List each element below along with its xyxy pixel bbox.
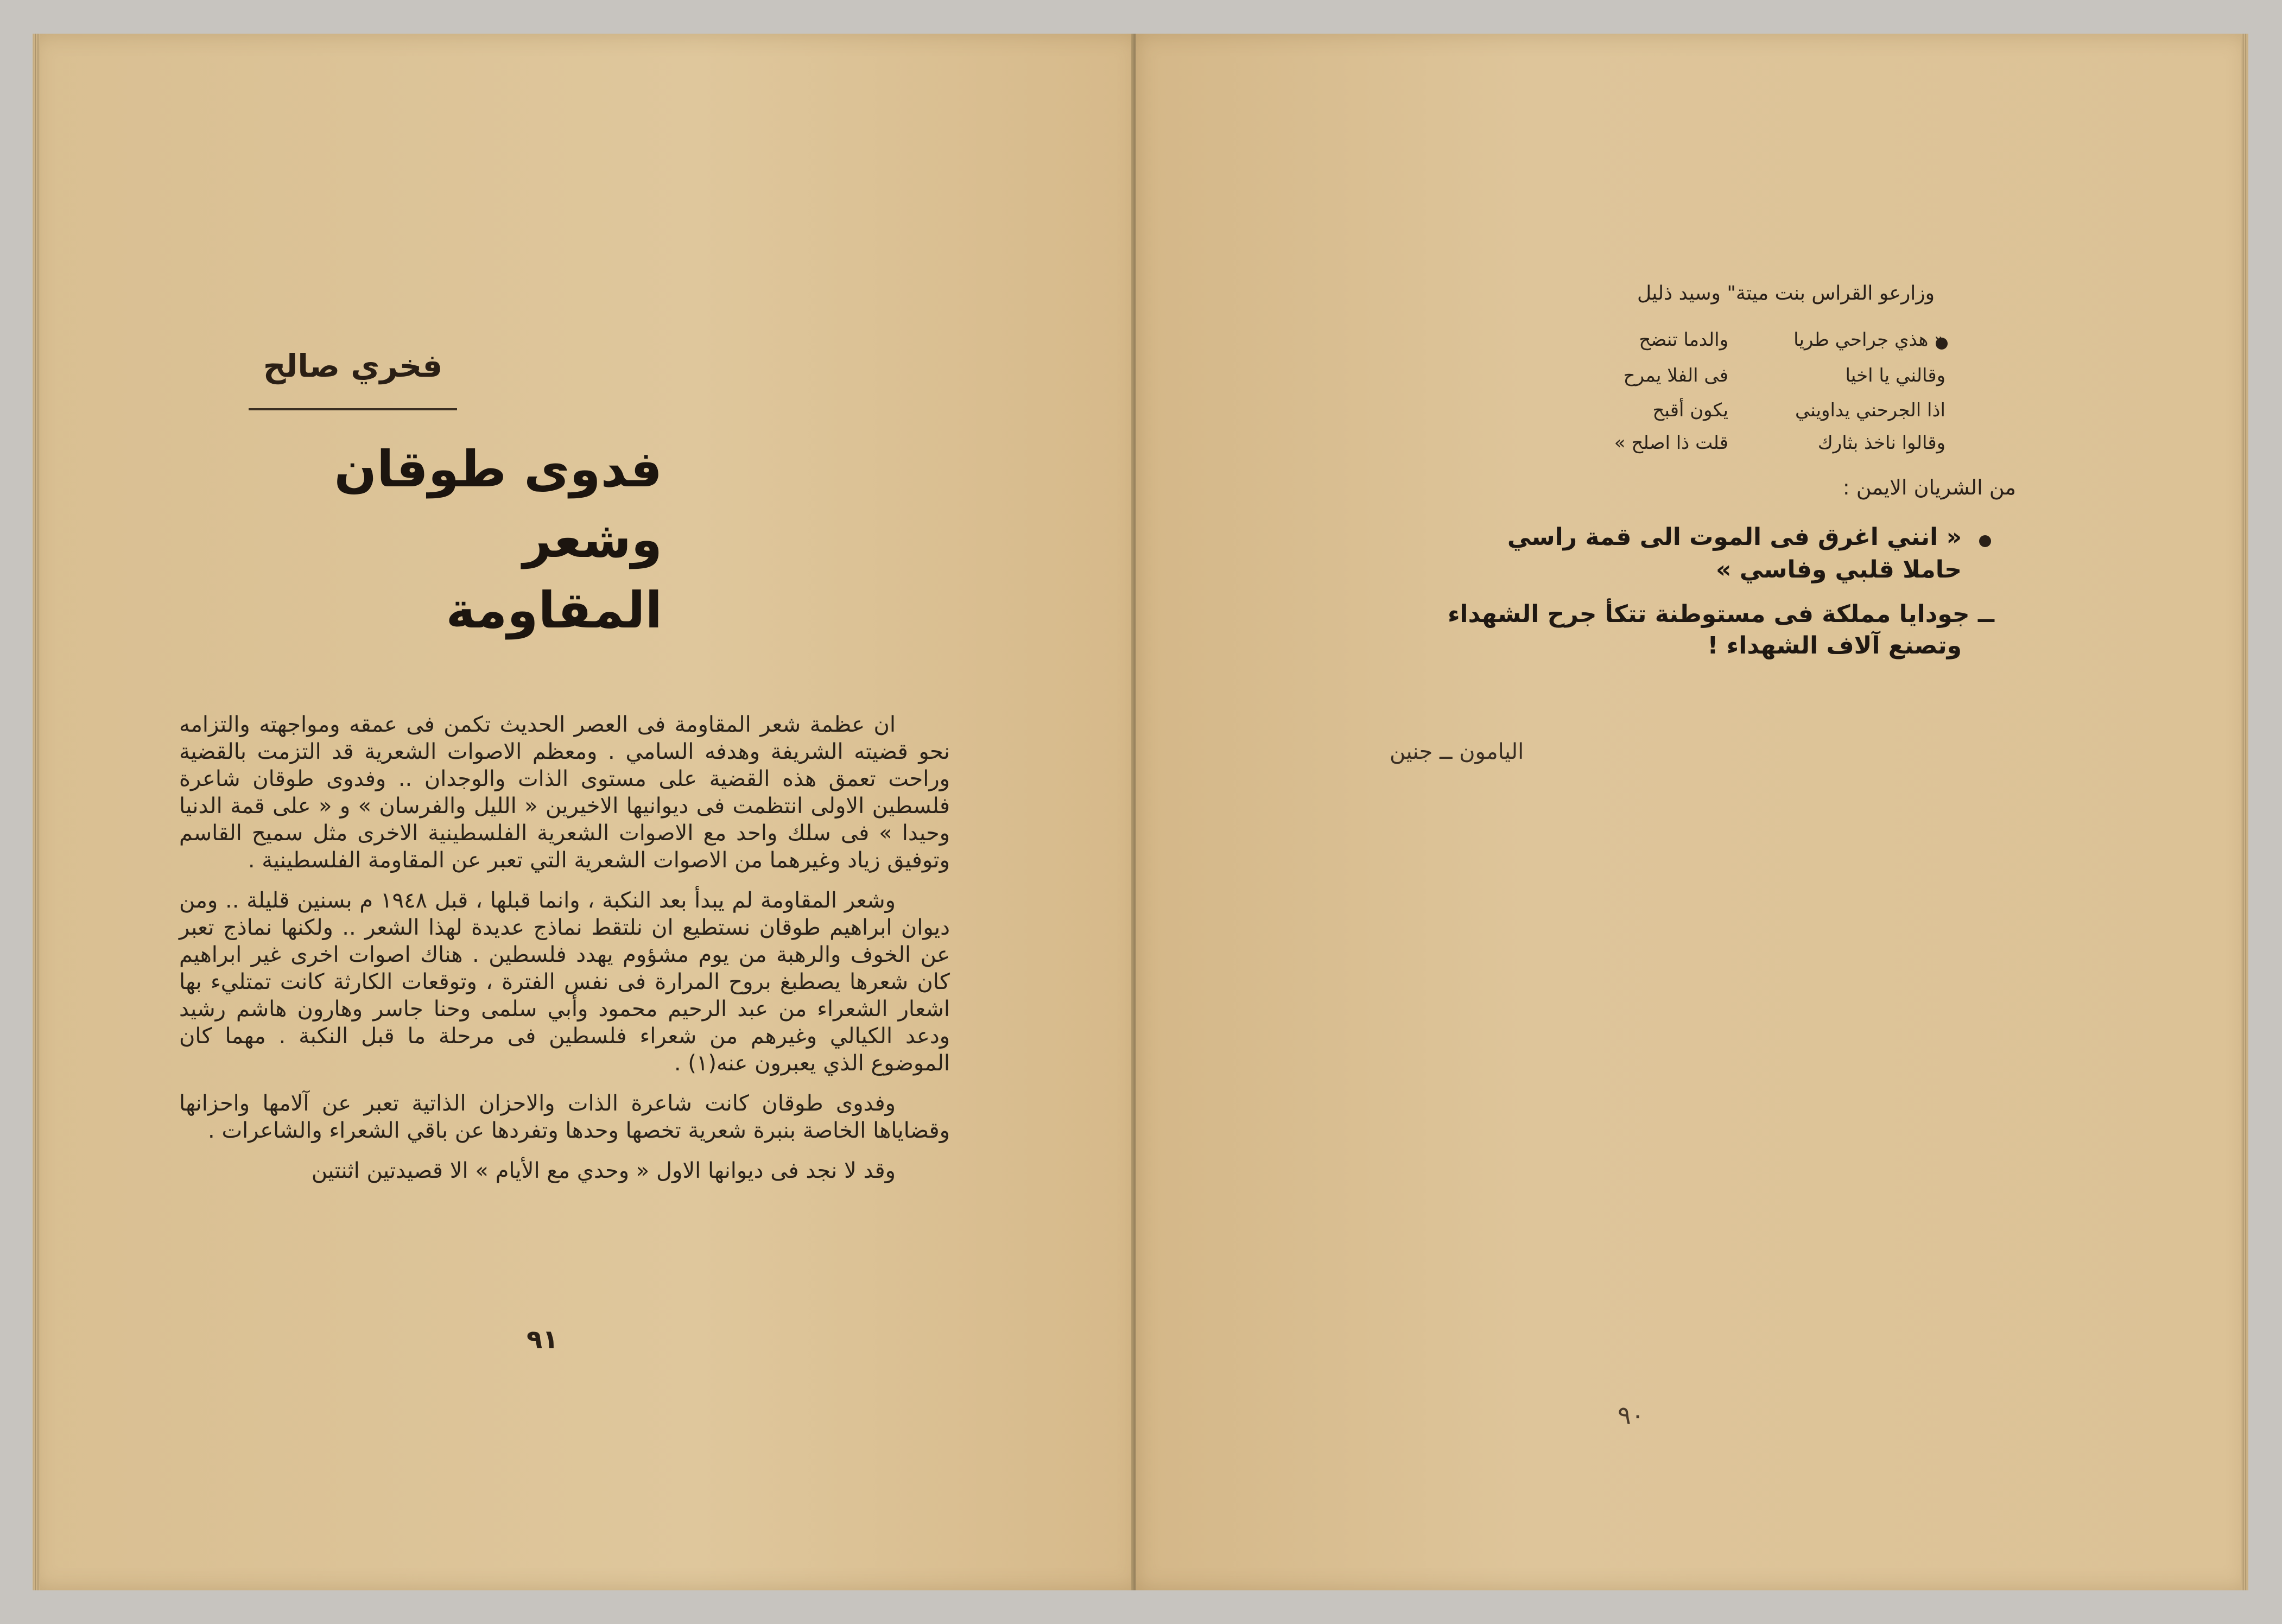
poem-row-4 (1565, 432, 1945, 465)
poem-hemistich: فى الفلا يمرح (1623, 365, 1728, 386)
left-page-edge (33, 34, 40, 1590)
right-page (1136, 34, 2248, 1590)
page-number-left: ٩١ (527, 1324, 559, 1355)
verse-line-2: حاملا قلبي وفاسي » (1716, 556, 1962, 583)
author-underline (249, 408, 457, 410)
poem-hemistich: يكون أقبح (1652, 399, 1728, 421)
page-number-right: ٩٠ (1618, 1400, 1645, 1430)
place-signature: اليامون ــ جنين (1390, 739, 1524, 764)
dash-line-1: ــ جودايا مملكة فى مستوطنة تتكأ جرح الشهداء (1447, 600, 1994, 628)
verse-line-1: « انني اغرق فى الموت الى قمة راسي (1507, 523, 1962, 551)
title-line-1: فدوى طوقان وشعر (334, 440, 662, 569)
verse-bullet (1979, 535, 1991, 547)
article-body (179, 711, 950, 1197)
poem-row-2 (1565, 365, 1945, 397)
poem-hemistich: قلت ذا اصلح » (1614, 432, 1728, 454)
poem-hemistich: « هذي جراحي طريا (1793, 329, 1945, 351)
paragraph-2: وشعر المقاومة لم يبدأ بعد النكبة ، وانما قبلها ، قبل ١٩٤٨ م بسنين قليلة .. ومن ديوان ابراهيم طوقان نستطيع ان نلتقط نماذج عديدة لهذا الشعر .. ولكنها نماذج تعبر عن الخوف والرهبة من يوم مشؤوم يهدد فلسطين . هناك اصوات اخرى غير ابراهيم كان شعرها يصطبغ بروح المرارة فى نفس الفترة ، وتوقعات الكارثة كانت تمتليء بها اشعار الشعراء من عبد الرحيم محمود وأبي سلمى وحنا جاسر وهارون هاشم رشيد ودعد الكيالي وغيرهم من شعراء فلسطين فى مرحلة ما قبل النكبة . مهما كان الموضوع الذي يعبرون عنه(١) . (179, 888, 950, 1076)
title-line-2: المقاومة (446, 581, 662, 639)
article-title (239, 434, 662, 646)
poem-hemistich: اذا الجرحني يداويني (1795, 399, 1945, 421)
right-page-edge (2241, 34, 2248, 1590)
paragraph-4: وقد لا نجد فى ديوانها الاول « وحدي مع الأيام » الا قصيدتين اثنتين (311, 1158, 896, 1183)
poem-hemistich: وقالوا ناخذ بثارك (1817, 432, 1945, 454)
intro-line: وزارعو القراس بنت ميتة" وسيد ذليل (1637, 282, 1935, 304)
dash-line-2: وتصنع آلاف الشهداء ! (1707, 632, 1962, 659)
poem-hemistich: والدما تنضح (1639, 329, 1728, 351)
poem-row-3 (1565, 399, 1945, 432)
paragraph-3: وفدوى طوقان كانت شاعرة الذات والاحزان الذاتية تعبر عن آلامها واحزانها وقضاياها الخاصة بنبرة شعرية تخصها وحدها وتفردها عن باقي الشعراء والشاعرات . (179, 1091, 950, 1143)
poem-row-1 (1565, 329, 1945, 361)
paragraph-1: ان عظمة شعر المقاومة فى العصر الحديث تكمن فى عمقه ومواجهته والتزامه نحو قضيته الشريفة وهدفه السامي . ومعظم الاصوات الشعرية قد التزمت بالقضية وراحت تعمق هذه القضية على مستوى الذات والوجدان .. وفدوى طوقان شاعرة فلسطين الاولى انتظمت فى ديوانيها الاخيرين « الليل والفرسان » و « على قمة الدنيا وحيدا » فى سلك واحد مع الاصوات الشعرية الفلسطينية الاخرى مثل سميح القاسم وتوفيق زياد وغيرهما من الاصوات الشعرية التي تعبر عن المقاومة الفلسطينية . (179, 712, 950, 873)
section-label: من الشريان الايمن : (1842, 475, 2016, 499)
author-name: فخري صالح (263, 347, 443, 384)
poem-hemistich: وقالني يا اخيا (1845, 365, 1945, 386)
